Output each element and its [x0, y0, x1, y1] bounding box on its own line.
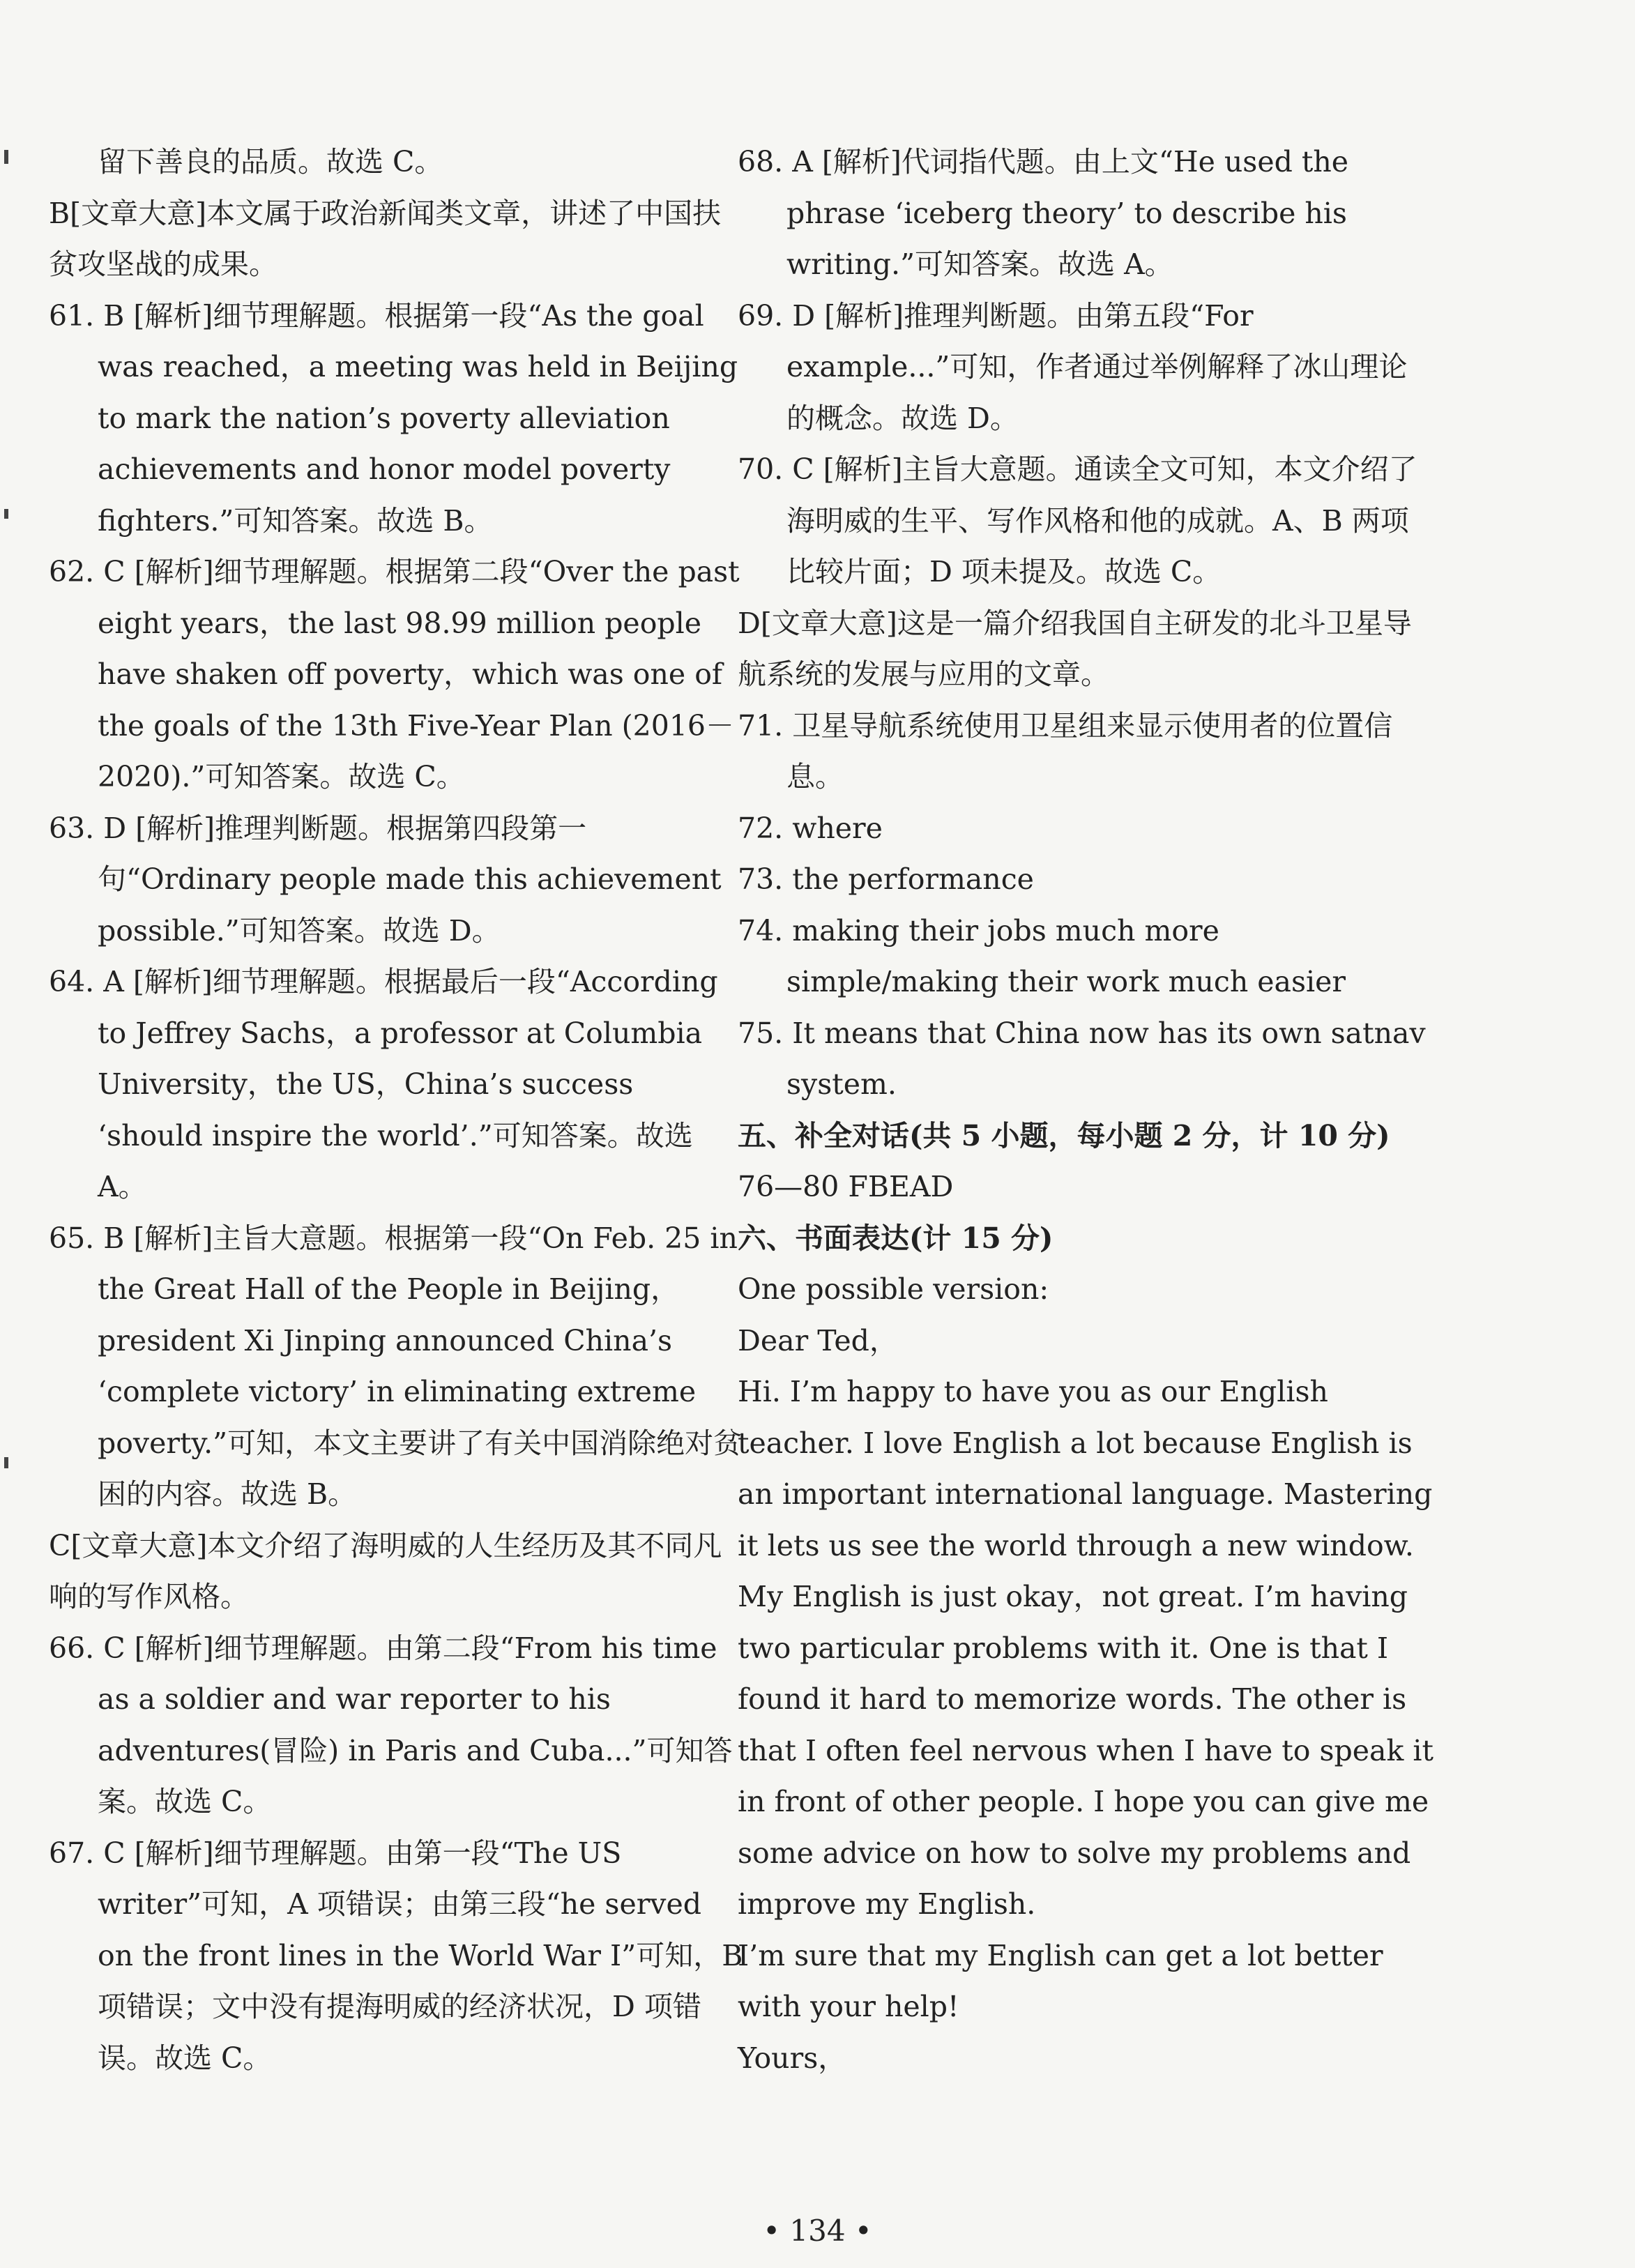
- right-paragraph: 74. making their jobs much more simple/making their work much easier: [738, 913, 1346, 998]
- right-paragraph: D[文章大意]这是一篇介绍我国自主研发的北斗卫星导航系统的发展与应用的文章。: [738, 606, 1412, 691]
- right-paragraph: Yours，: [738, 2041, 847, 2075]
- right-paragraph: 72. where: [738, 811, 883, 845]
- right-paragraph: One possible version:: [738, 1272, 1049, 1306]
- binding-mark: [4, 150, 8, 164]
- right-paragraph: I’m sure that my English can get a lot better with your help!: [738, 1938, 1383, 2023]
- left-paragraph: 64. A [解析]细节理解题。根据最后一段“According to Jeffrey Sachs，a professor at Columbia University，the US，China’s success ‘should inspire the world’.”可知答案。故选 A。: [49, 965, 718, 1203]
- right-paragraph: 68. A [解析]代词指代题。由上文“He used the phrase ‘iceberg theory’ to describe his writing.”可知答案。故选 A。: [738, 145, 1349, 281]
- right-paragraph: Dear Ted，: [738, 1323, 898, 1357]
- right-paragraph: 70. C [解析]主旨大意题。通读全文可知，本文介绍了海明威的生平、写作风格和他的成就。A、B 两项比较片面；D 项未提及。故选 C。: [738, 452, 1417, 588]
- left-paragraph: 66. C [解析]细节理解题。由第二段“From his time as a soldier and war reporter to his adventures(冒险) in Paris and Cuba...”可知答案。故选 C。: [49, 1631, 733, 1818]
- left-paragraph: C[文章大意]本文介绍了海明威的人生经历及其不同凡响的写作风格。: [49, 1528, 722, 1613]
- left-paragraph: 67. C [解析]细节理解题。由第一段“The US writer”可知，A 项错误；由第三段“he served on the front lines in the World War I”可知，B 项错误；文中没有提海明威的经济状况，D 项错误。故选 C。: [49, 1836, 743, 2075]
- left-column: [49, 137, 746, 2084]
- binding-mark: [4, 1457, 8, 1468]
- right-paragraph: 71. 卫星导航系统使用卫星组来显示使用者的位置信息。: [738, 708, 1393, 793]
- binding-mark: [4, 509, 8, 519]
- left-paragraph: B[文章大意]本文属于政治新闻类文章，讲述了中国扶贫攻坚战的成果。: [49, 196, 722, 281]
- right-paragraph: 75. It means that China now has its own satnav system.: [738, 1016, 1426, 1101]
- right-paragraph: 76—80 FBEAD: [738, 1170, 954, 1203]
- right-paragraph: 六、书面表达(计 15 分): [738, 1221, 1054, 1255]
- right-paragraph: Hi. I’m happy to have you as our English teacher. I love English a lot because English is an important international language. Mastering it lets us see the world through a new window. My English is just okay，not great. I’m having two particular problems with it. One is that I found it hard to memorize words. The other is that I often feel nervous when I have to speak it in front of other people. I hope you can give me some advice on how to solve my problems and improve my English.: [738, 1375, 1434, 1921]
- right-paragraph: 73. the performance: [738, 862, 1034, 896]
- right-paragraph: 69. D [解析]推理判断题。由第五段“For example...”可知，作者通过举例解释了冰山理论的概念。故选 D。: [738, 298, 1408, 435]
- left-paragraph: 留下善良的品质。故选 C。: [98, 145, 443, 178]
- page-number: • 134 •: [763, 2214, 872, 2248]
- left-paragraph: 62. C [解析]细节理解题。根据第二段“Over the past eight years，the last 98.99 million people have shaken off poverty，which was one of the goals of the 13th Five-Year Plan (2016－2020).”可知答案。故选 C。: [49, 555, 740, 793]
- left-paragraph: 63. D [解析]推理判断题。根据第四段第一句“Ordinary people made this achievement possible.”可知答案。故选 D。: [49, 811, 722, 947]
- left-paragraph: 61. B [解析]细节理解题。根据第一段“As the goal was reached，a meeting was held in Beijing to mark the nation’s poverty alleviation achievements and honor model poverty fighters.”可知答案。故选 B。: [49, 298, 738, 538]
- right-column: [738, 137, 1435, 2084]
- right-paragraph: 五、补全对话(共 5 小题，每小题 2 分，计 10 分): [738, 1118, 1390, 1152]
- left-paragraph: 65. B [解析]主旨大意题。根据第一段“On Feb. 25 in the Great Hall of the People in Beijing，president Xi Jinping announced China’s ‘complete victory’ in eliminating extreme poverty.”可知，本文主要讲了有关中国消除绝对贫困的内容。故选 B。: [49, 1221, 743, 1511]
